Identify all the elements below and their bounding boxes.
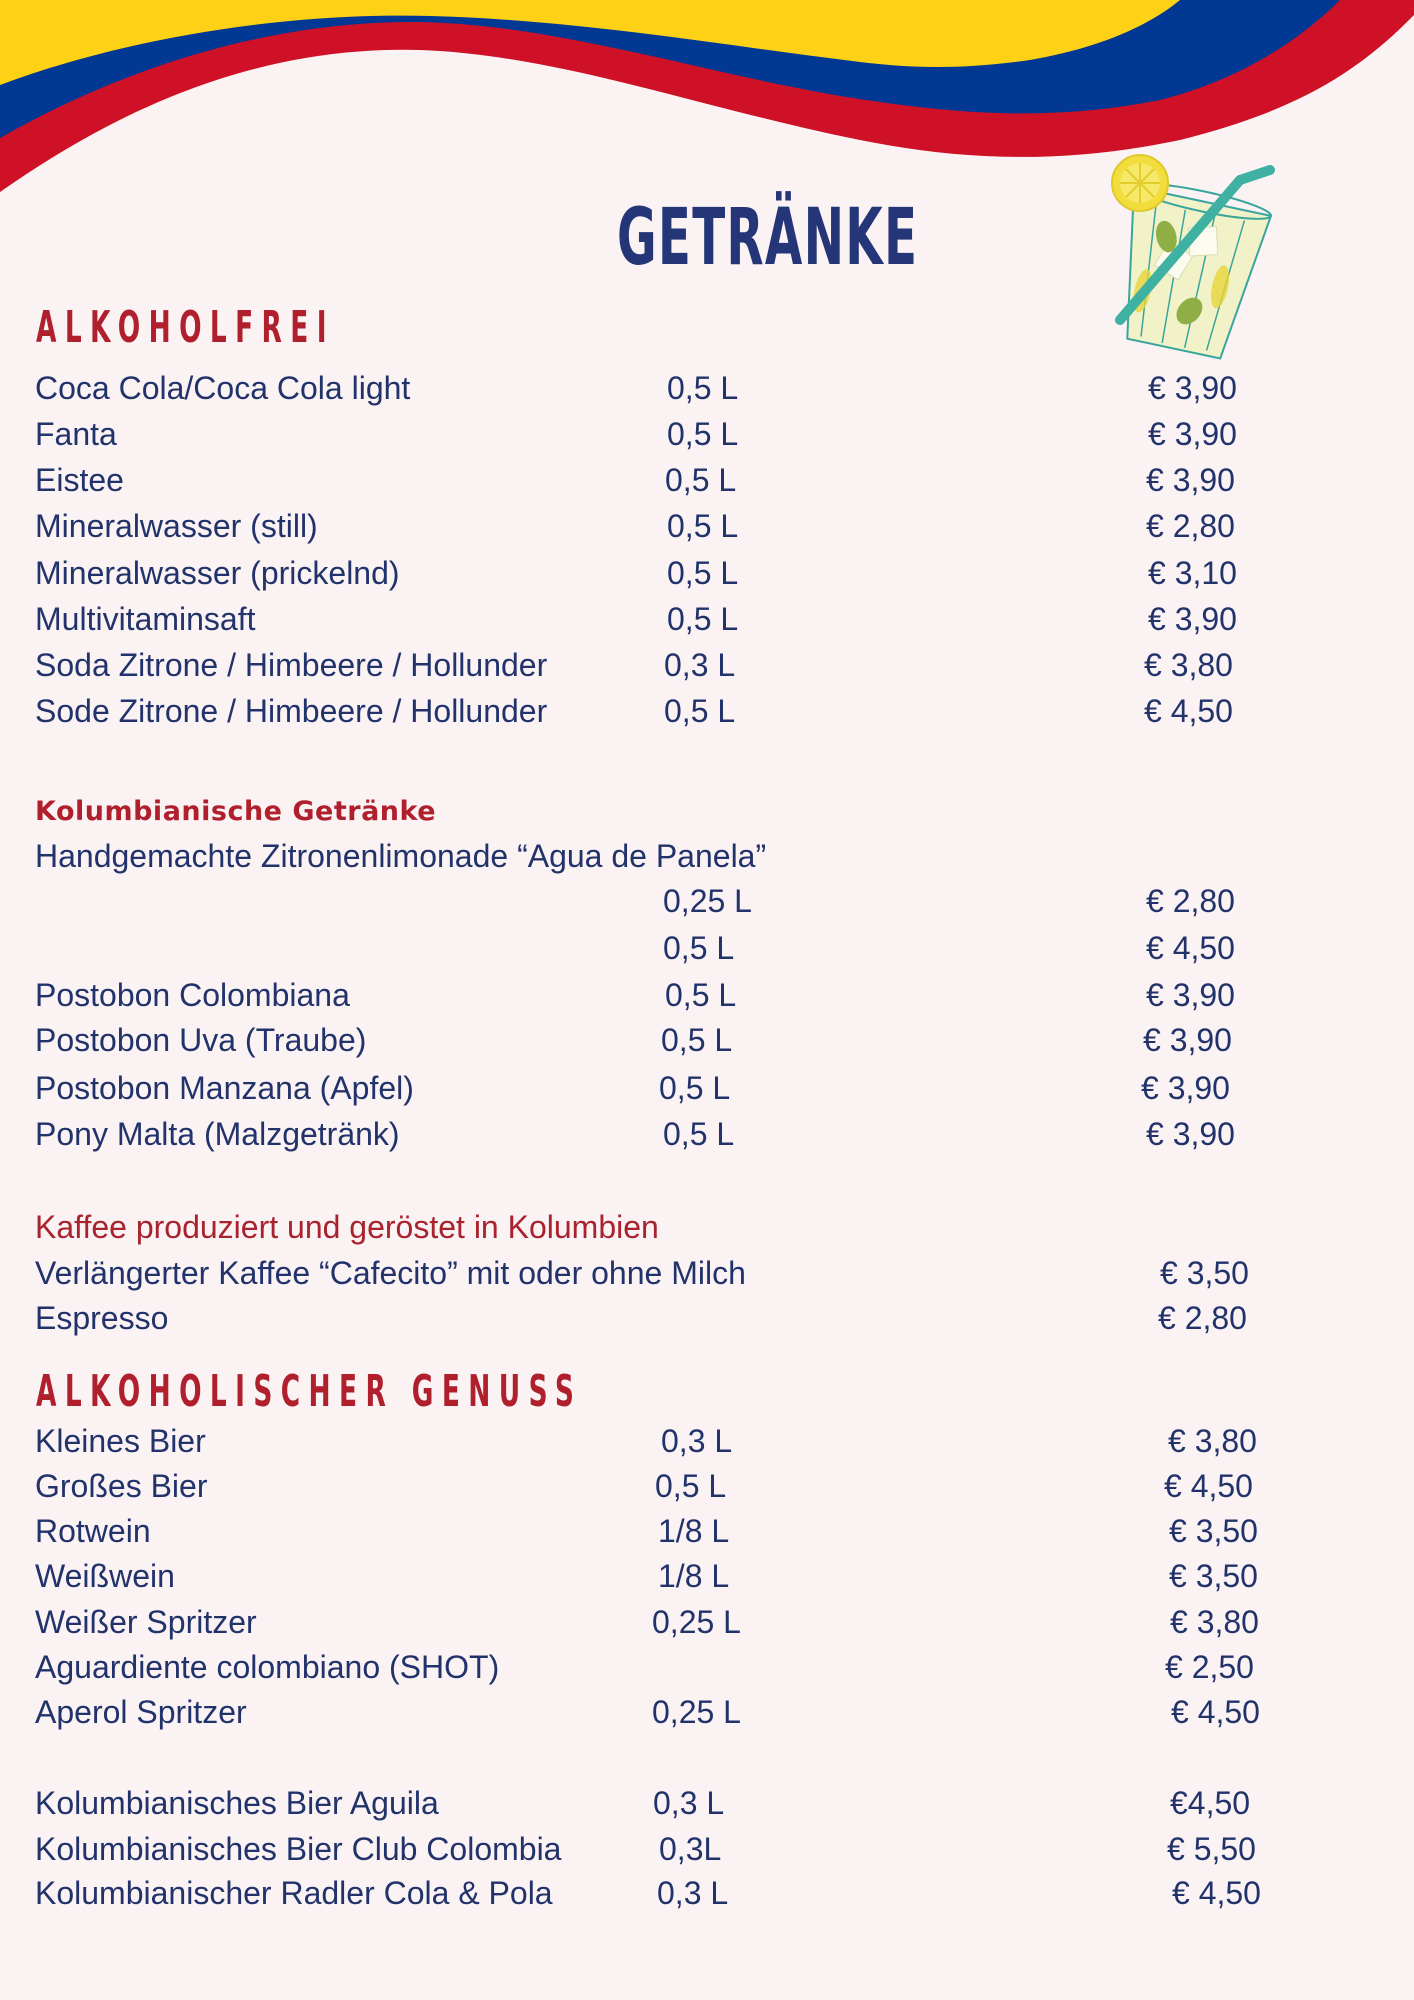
menu-item-row xyxy=(0,1464,1414,1508)
item-price: € 3,80 xyxy=(1168,1423,1257,1459)
item-name: Pony Malta (Malzgetränk) xyxy=(35,1116,400,1152)
item-price: € 3,10 xyxy=(1148,555,1237,591)
item-volume: 0,3L xyxy=(659,1831,722,1867)
menu-item-row xyxy=(0,834,1414,878)
item-volume: 0,5 L xyxy=(667,601,739,637)
item-price: € 2,80 xyxy=(1158,1300,1247,1336)
item-volume: 1/8 L xyxy=(658,1558,730,1594)
item-volume: 0,3 L xyxy=(661,1423,733,1459)
item-volume: 0,5 L xyxy=(667,416,739,452)
section-heading-kaffee: Kaffee produziert und geröstet in Kolumbien xyxy=(35,1209,659,1245)
item-price: € 2,80 xyxy=(1146,508,1235,544)
item-name: Postobon Uva (Traube) xyxy=(35,1022,367,1058)
item-volume: 0,5 L xyxy=(667,508,739,544)
item-price: € 3,90 xyxy=(1148,370,1237,406)
item-name: Postobon Manzana (Apfel) xyxy=(35,1070,414,1106)
menu-item-row xyxy=(0,1296,1414,1340)
item-volume: 0,3 L xyxy=(653,1785,725,1821)
item-price: € 3,80 xyxy=(1170,1604,1259,1640)
menu-item-row xyxy=(0,1419,1414,1463)
item-price: € 2,80 xyxy=(1146,883,1235,919)
menu-item-row xyxy=(0,689,1414,733)
item-volume: 0,3 L xyxy=(664,647,736,683)
item-price: € 4,50 xyxy=(1146,930,1235,966)
item-name: Espresso xyxy=(35,1300,169,1336)
menu-item-row xyxy=(0,1781,1414,1825)
item-name: Soda Zitrone / Himbeere / Hollunder xyxy=(35,647,548,683)
menu-item-row xyxy=(0,973,1414,1017)
menu-item-row xyxy=(0,1251,1414,1295)
item-name: Postobon Colombiana xyxy=(35,977,350,1013)
item-price: €4,50 xyxy=(1170,1785,1251,1821)
item-volume: 0,25 L xyxy=(652,1604,741,1640)
page-title: GETRÄNKE xyxy=(617,193,919,283)
item-volume: 0,5 L xyxy=(655,1468,727,1504)
item-price: € 4,50 xyxy=(1164,1468,1253,1504)
item-volume: 0,5 L xyxy=(667,370,739,406)
item-price: € 5,50 xyxy=(1167,1831,1256,1867)
menu-item-row xyxy=(0,643,1414,687)
item-price: € 3,50 xyxy=(1169,1513,1258,1549)
menu-item-row xyxy=(0,504,1414,548)
item-volume: 1/8 L xyxy=(658,1513,730,1549)
item-volume: 0,5 L xyxy=(659,1070,731,1106)
item-price: € 4,50 xyxy=(1172,1875,1261,1911)
section-heading-kolumbianisch: Kolumbianische Getränke xyxy=(35,796,437,827)
item-name: Kolumbianisches Bier Aguila xyxy=(35,1785,439,1821)
section-heading-alkoholfrei: ALKOHOLFREI xyxy=(36,302,335,353)
menu-item-row xyxy=(0,1018,1414,1062)
item-name: Weißwein xyxy=(35,1558,175,1594)
menu-item-row xyxy=(0,1871,1414,1915)
menu-item-row xyxy=(0,412,1414,456)
menu-item-row xyxy=(0,926,1414,970)
item-volume: 0,25 L xyxy=(652,1694,741,1730)
menu-item-row xyxy=(0,1509,1414,1553)
item-name: Rotwein xyxy=(35,1513,151,1549)
menu-item-row xyxy=(0,1645,1414,1689)
item-price: € 3,50 xyxy=(1169,1558,1258,1594)
item-volume: 0,5 L xyxy=(667,555,739,591)
item-volume: 0,5 L xyxy=(663,930,735,966)
item-volume: 0,5 L xyxy=(661,1022,733,1058)
menu-item-row xyxy=(0,597,1414,641)
item-price: € 3,90 xyxy=(1148,416,1237,452)
item-price: € 2,50 xyxy=(1165,1649,1254,1685)
item-volume: 0,25 L xyxy=(663,883,752,919)
item-name: Weißer Spritzer xyxy=(35,1604,257,1640)
menu-item-row xyxy=(0,551,1414,595)
item-volume: 0,3 L xyxy=(657,1875,729,1911)
item-price: € 4,50 xyxy=(1171,1694,1260,1730)
item-volume: 0,5 L xyxy=(665,977,737,1013)
item-volume: 0,5 L xyxy=(665,462,737,498)
item-price: € 3,80 xyxy=(1144,647,1233,683)
menu-item-row xyxy=(0,1112,1414,1156)
item-volume: 0,5 L xyxy=(664,693,736,729)
item-price: € 3,50 xyxy=(1160,1255,1249,1291)
item-price: € 3,90 xyxy=(1141,1070,1230,1106)
item-name: Verlängerter Kaffee “Cafecito” mit oder ohne Milch xyxy=(35,1255,746,1291)
item-name: Fanta xyxy=(35,416,117,452)
item-price: € 3,90 xyxy=(1143,1022,1232,1058)
item-volume: 0,5 L xyxy=(663,1116,735,1152)
item-name: Großes Bier xyxy=(35,1468,208,1504)
menu-item-row xyxy=(0,879,1414,923)
item-name: Multivitaminsaft xyxy=(35,601,256,637)
menu-item-row xyxy=(0,1600,1414,1644)
item-name: Eistee xyxy=(35,462,124,498)
item-price: € 3,90 xyxy=(1146,462,1235,498)
menu-item-row xyxy=(0,366,1414,410)
section-heading-alkoholisch: ALKOHOLISCHER GENUSS xyxy=(36,1366,583,1417)
lemonade-glass-icon xyxy=(1090,150,1290,360)
item-name: Mineralwasser (still) xyxy=(35,508,318,544)
item-name: Kolumbianisches Bier Club Colombia xyxy=(35,1831,562,1867)
item-name: Aguardiente colombiano (SHOT) xyxy=(35,1649,500,1685)
item-name: Coca Cola/Coca Cola light xyxy=(35,370,411,406)
item-price: € 3,90 xyxy=(1146,1116,1235,1152)
menu-item-row xyxy=(0,1827,1414,1871)
item-name: Aperol Spritzer xyxy=(35,1694,247,1730)
item-name: Sode Zitrone / Himbeere / Hollunder xyxy=(35,693,548,729)
menu-item-row xyxy=(0,1690,1414,1734)
item-price: € 3,90 xyxy=(1146,977,1235,1013)
item-price: € 4,50 xyxy=(1144,693,1233,729)
item-name: Kleines Bier xyxy=(35,1423,206,1459)
menu-item-row xyxy=(0,1066,1414,1110)
item-name: Handgemachte Zitronenlimonade “Agua de Panela” xyxy=(35,838,767,874)
item-name: Kolumbianischer Radler Cola & Pola xyxy=(35,1875,553,1911)
item-price: € 3,90 xyxy=(1148,601,1237,637)
menu-item-row xyxy=(0,1554,1414,1598)
menu-item-row xyxy=(0,458,1414,502)
item-name: Mineralwasser (prickelnd) xyxy=(35,555,400,591)
